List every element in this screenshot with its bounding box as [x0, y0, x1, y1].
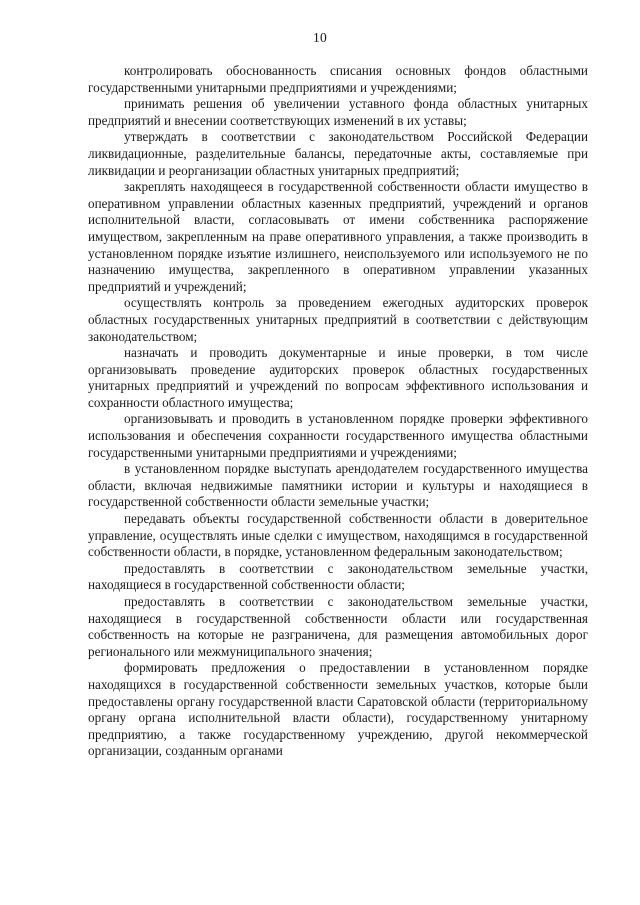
page-number: 10 [312, 30, 328, 45]
paragraph: назначать и проводить документарные и иные проверки, в том числе организовывать проведение аудиторских проверок областных государственных унитарных предприятий и учреждений по вопросам эффективного использования и сохранности областного имущества; [88, 345, 588, 410]
paragraph: контролировать обоснованность списания основных фондов областными государственными унитарными предприятиями и учреждениями; [88, 63, 588, 95]
paragraph: организовывать и проводить в установленном порядке проверки эффективного использования и обеспечения сохранности государственного имущества областными государственными унитарными предприятиями и учреждениями; [88, 411, 588, 460]
paragraph: предоставлять в соответствии с законодательством земельные участки, находящиеся в государственной собственности области или государственная собственность на которые не разграничена, для размещения автомобильных дорог регионального или межмуниципального значения; [88, 594, 588, 659]
paragraph: закреплять находящееся в государственной собственности области имущество в оперативном управлении областных казенных предприятий, учреждений и органов исполнительной власти, согласовывать от имени собственника распоряжение имуществом, закрепленным на праве оперативного управления, а также производить в установленном порядке изъятие излишнего, неиспользуемого или используемого не по назначению имущества, закрепленного в оперативном управлении указанных предприятий и учреждений; [88, 179, 588, 294]
paragraph: предоставлять в соответствии с законодательством земельные участки, находящиеся в государственной собственности области; [88, 560, 588, 593]
paragraph: принимать решения об увеличении уставного фонда областных унитарных предприятий и внесении соответствующих изменений в их уставы; [88, 96, 588, 128]
paragraph: утверждать в соответствии с законодательством Российской Федерации ликвидационные, разделительные балансы, передаточные акты, составляемые при ликвидации и реорганизации областных унитарных предприятий; [88, 129, 588, 178]
paragraph: формировать предложения о предоставлении в установленном порядке находящихся в государственной собственности земельных участков, которые были предоставлены органу государственной власти Саратовской области (территориальному органу органа исполнительной власти области), государственному унитарному предприятию, а также государственному учреждению, другой некоммерческой организации, созданным органами [88, 660, 588, 759]
paragraph: осуществлять контроль за проведением ежегодных аудиторских проверок областных государственных унитарных предприятий в соответствии с действующим законодательством; [88, 295, 588, 344]
paragraph: в установленном порядке выступать арендодателем государственного имущества области, включая недвижимые памятники истории и культуры и находящиеся в государственной собственности области земельные участки; [88, 461, 588, 510]
document-body [88, 63, 588, 760]
paragraph: передавать объекты государственной собственности области в доверительное управление, осуществлять иные сделки с имуществом, находящимся в государственной собственности области, в порядке, установленном федеральным законодательством; [88, 511, 588, 560]
